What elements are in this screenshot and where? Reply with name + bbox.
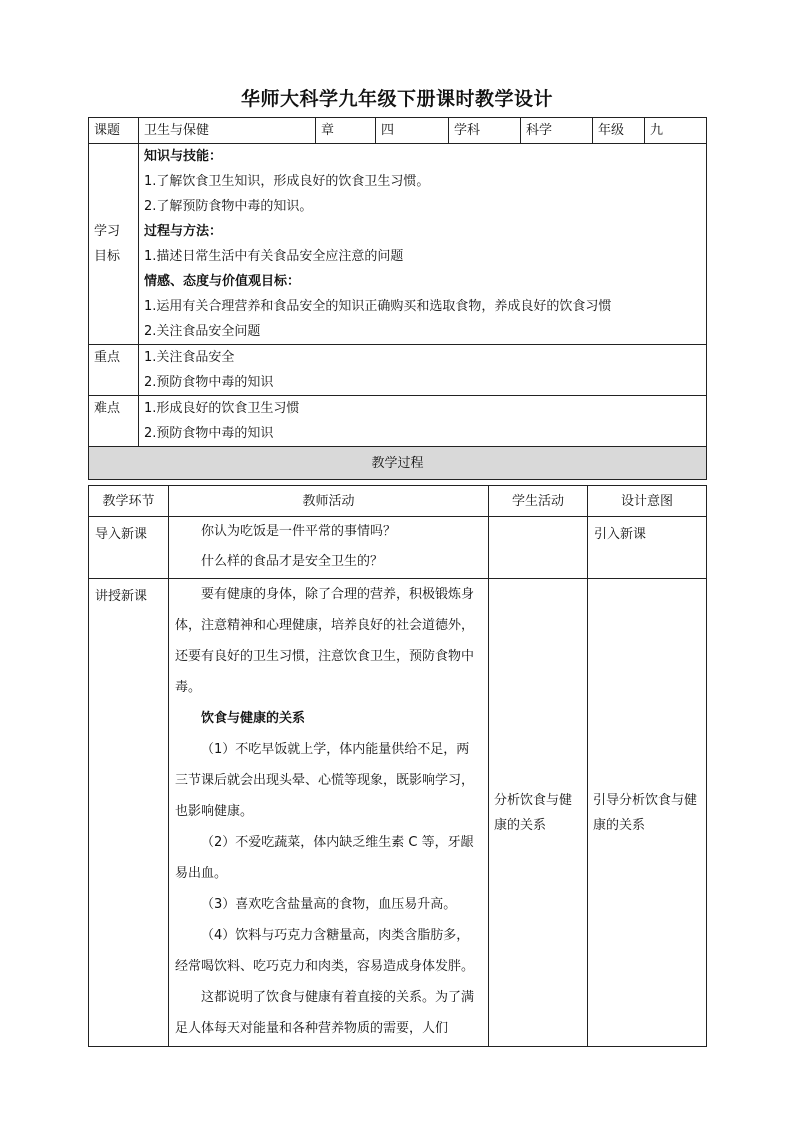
process-header-teacher: 教师活动: [169, 486, 489, 517]
topic-row: [89, 118, 707, 144]
objective-line: 1.运用有关合理营养和食品安全的知识正确购买和选取食物，养成良好的饮食习惯: [144, 299, 612, 314]
intro-student: [489, 517, 588, 579]
objective-line: 1.描述日常生活中有关食品安全应注意的问题: [144, 249, 404, 264]
subject-label: 学科: [449, 118, 521, 144]
process-table: [88, 485, 707, 1047]
process-header-student: 学生活动: [489, 486, 588, 517]
lecture-stage: 讲授新课: [89, 579, 169, 1047]
chapter-label: 章: [316, 118, 376, 144]
process-header-stage: 教学环节: [89, 486, 169, 517]
topic-value: 卫生与保健: [139, 118, 316, 144]
lecture-student: 分析饮食与健康的关系: [489, 579, 588, 1047]
difficulty-line: 1.形成良好的饮食卫生习惯: [144, 401, 300, 416]
difficulties-label: 难点: [89, 396, 139, 447]
intro-teacher: [169, 517, 489, 579]
process-title: 教学过程: [89, 447, 707, 480]
objectives-label: [89, 144, 139, 345]
lesson-info-table: [88, 117, 707, 480]
lecture-paragraph: 要有健康的身体，除了合理的营养，积极锻炼身体，注意精神和心理健康，培养良好的社会道德外，还要有良好的卫生习惯，注意饮食卫生，预防食物中毒。: [175, 587, 475, 695]
lecture-paragraph: 这都说明了饮食与健康有着直接的关系。为了满足人体每天对能量和各种营养物质的需要，人们: [175, 990, 475, 1036]
intro-stage: 导入新课: [89, 517, 169, 579]
grade-value: 九: [645, 118, 707, 144]
chapter-value: 四: [376, 118, 449, 144]
objective-line: 2.了解预防食物中毒的知识。: [144, 199, 313, 214]
lecture-teacher: [169, 579, 489, 1047]
difficulty-line: 2.预防食物中毒的知识: [144, 426, 274, 441]
key-points-content: [139, 345, 707, 396]
objective-heading: 情感、态度与价值观目标：: [144, 274, 301, 289]
difficulties-content: [139, 396, 707, 447]
subject-value: 科学: [521, 118, 593, 144]
process-header-intent: 设计意图: [588, 486, 707, 517]
key-points-label: 重点: [89, 345, 139, 396]
objective-line: 1.了解饮食卫生知识，形成良好的饮食卫生习惯。: [144, 174, 430, 189]
lecture-row: [89, 579, 707, 1047]
lecture-subheading: 饮食与健康的关系: [201, 711, 306, 726]
objectives-row: [89, 144, 707, 345]
topic-label: 课题: [89, 118, 139, 144]
objective-heading: 知识与技能：: [144, 149, 223, 164]
intro-intent: 引入新课: [588, 517, 707, 579]
lecture-paragraph: （3）喜欢吃含盐量高的食物，血压易升高。: [201, 897, 457, 912]
objectives-content: [139, 144, 707, 345]
lecture-intent: 引导分析饮食与健康的关系: [588, 579, 707, 1047]
page-title: 华师大科学九年级下册课时教学设计: [240, 88, 553, 110]
difficulties-row: [89, 396, 707, 447]
intro-row: [89, 517, 707, 579]
intro-question-2: 什么样的食品才是安全卫生的？: [201, 554, 384, 569]
lecture-paragraph: （2）不爱吃蔬菜，体内缺乏维生素 C 等，牙龈易出血。: [175, 835, 474, 881]
key-points-row: [89, 345, 707, 396]
lecture-paragraph: （1）不吃早饭就上学，体内能量供给不足，两三节课后就会出现头晕、心慌等现象，既影响学习，也影响健康。: [175, 742, 475, 819]
objective-heading: 过程与方法：: [144, 224, 223, 239]
objectives-label-line1: 学习: [94, 224, 121, 239]
key-point-line: 2.预防食物中毒的知识: [144, 375, 274, 390]
objectives-label-line2: 目标: [94, 249, 121, 264]
lecture-paragraph: （4）饮料与巧克力含糖量高，肉类含脂肪多，经常喝饮料、吃巧克力和肉类，容易造成身体发胖。: [175, 928, 475, 974]
process-header-row: [89, 486, 707, 517]
objective-line: 2.关注食品安全问题: [144, 324, 261, 339]
key-point-line: 1.关注食品安全: [144, 350, 235, 365]
intro-question-1: 你认为吃饭是一件平常的事情吗？: [201, 524, 397, 539]
grade-label: 年级: [593, 118, 645, 144]
